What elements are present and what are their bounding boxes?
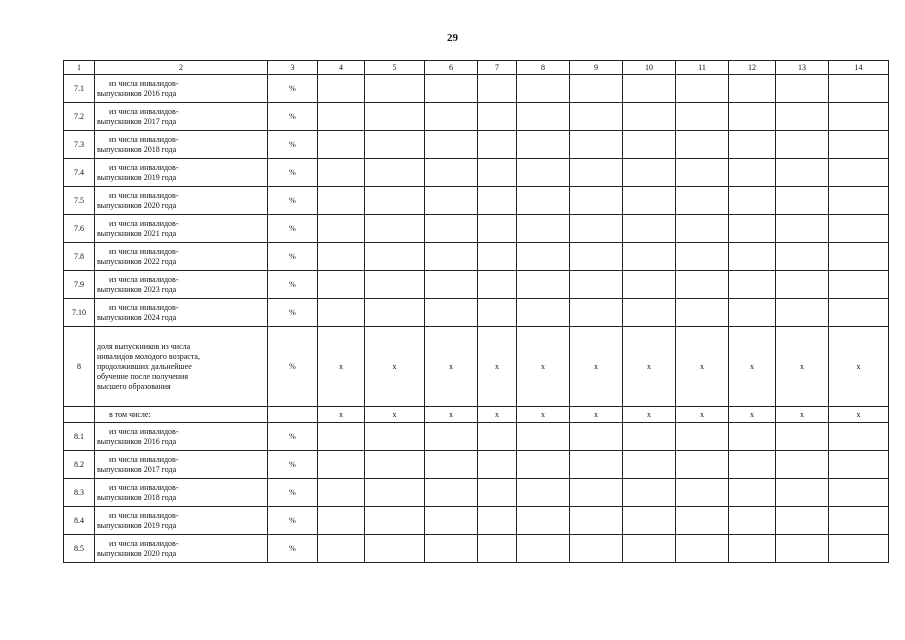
row-label-line1: из числа инвалидов-: [109, 482, 179, 492]
empty-cell: [776, 187, 829, 215]
row-label-line: доля выпускников из числа: [97, 341, 191, 351]
empty-cell: [729, 423, 776, 451]
row-unit: %: [268, 103, 318, 131]
empty-cell: [318, 535, 365, 563]
empty-cell: [829, 131, 889, 159]
empty-cell: [365, 451, 425, 479]
empty-cell: [676, 187, 729, 215]
empty-cell: [776, 299, 829, 327]
empty-cell: [623, 423, 676, 451]
empty-cell: [478, 299, 517, 327]
empty-cell: [517, 215, 570, 243]
empty-cell: [570, 131, 623, 159]
empty-cell: [776, 159, 829, 187]
empty-cell: [729, 75, 776, 103]
empty-cell: [425, 535, 478, 563]
empty-cell: [623, 479, 676, 507]
row-label-line1: из числа инвалидов-: [109, 246, 179, 256]
empty-cell: [517, 479, 570, 507]
na-cell: x: [729, 407, 776, 423]
empty-cell: [425, 215, 478, 243]
table-row: [64, 215, 889, 243]
empty-cell: [318, 299, 365, 327]
col-number-header: 8: [517, 61, 570, 75]
row-number: 8.1: [64, 423, 95, 451]
row-label-line2: выпускников 2017 года: [97, 116, 177, 126]
row-number: 7.4: [64, 159, 95, 187]
empty-cell: [478, 535, 517, 563]
col-number-header: 5: [365, 61, 425, 75]
table-row: [64, 479, 889, 507]
empty-cell: [729, 215, 776, 243]
row-label-line1: из числа инвалидов-: [109, 106, 179, 116]
row-number: 7.10: [64, 299, 95, 327]
empty-cell: [570, 243, 623, 271]
row-unit: %: [268, 243, 318, 271]
col-number-header: 11: [676, 61, 729, 75]
row-label-line: в том числе:: [109, 409, 151, 419]
empty-cell: [729, 535, 776, 563]
empty-cell: [829, 535, 889, 563]
empty-cell: [676, 423, 729, 451]
empty-cell: [425, 243, 478, 271]
col-number-header: 4: [318, 61, 365, 75]
row-label-line: продолживших дальнейшее: [97, 361, 192, 371]
empty-cell: [517, 535, 570, 563]
row-label: [95, 407, 268, 423]
col-number-header: 6: [425, 61, 478, 75]
empty-cell: [776, 507, 829, 535]
empty-cell: [268, 407, 318, 423]
empty-cell: [570, 271, 623, 299]
na-cell: x: [318, 407, 365, 423]
row-label-line2: выпускников 2019 года: [97, 172, 177, 182]
row-number: 8.3: [64, 479, 95, 507]
empty-cell: [365, 507, 425, 535]
empty-cell: [517, 187, 570, 215]
col-number-header: 9: [570, 61, 623, 75]
empty-cell: [517, 451, 570, 479]
row-number: 7.8: [64, 243, 95, 271]
empty-cell: [829, 423, 889, 451]
col-number-header: 14: [829, 61, 889, 75]
row-unit: %: [268, 423, 318, 451]
row-number: 7.6: [64, 215, 95, 243]
row-unit: %: [268, 479, 318, 507]
row-label: [95, 187, 268, 215]
row-number: 7.3: [64, 131, 95, 159]
table-row: [64, 159, 889, 187]
row-label: [95, 423, 268, 451]
empty-cell: [318, 215, 365, 243]
col-number-header: 1: [64, 61, 95, 75]
empty-cell: [425, 271, 478, 299]
row-label: [95, 327, 268, 407]
empty-cell: [676, 103, 729, 131]
empty-cell: [425, 159, 478, 187]
row-label-line2: выпускников 2022 года: [97, 256, 177, 266]
row-label-line1: из числа инвалидов-: [109, 218, 179, 228]
row-number: 8.2: [64, 451, 95, 479]
row-label-line2: выпускников 2020 года: [97, 548, 177, 558]
table-row: [64, 507, 889, 535]
empty-cell: [318, 187, 365, 215]
empty-cell: [676, 271, 729, 299]
col-number-header: 2: [95, 61, 268, 75]
empty-cell: [676, 159, 729, 187]
empty-cell: [478, 131, 517, 159]
empty-cell: [517, 131, 570, 159]
row-label-line1: из числа инвалидов-: [109, 426, 179, 436]
empty-cell: [365, 159, 425, 187]
empty-cell: [623, 271, 676, 299]
na-cell: x: [729, 327, 776, 407]
col-number-header: 3: [268, 61, 318, 75]
row-label-line: инвалидов молодого возраста,: [97, 351, 200, 361]
empty-cell: [776, 75, 829, 103]
empty-cell: [365, 271, 425, 299]
empty-cell: [318, 159, 365, 187]
table-row: [64, 451, 889, 479]
na-cell: x: [623, 407, 676, 423]
row-label-line1: из числа инвалидов-: [109, 454, 179, 464]
na-cell: x: [318, 327, 365, 407]
empty-cell: [570, 507, 623, 535]
row-label-line1: из числа инвалидов-: [109, 78, 179, 88]
empty-cell: [623, 243, 676, 271]
empty-cell: [570, 479, 623, 507]
empty-cell: [776, 271, 829, 299]
row-unit: %: [268, 299, 318, 327]
empty-cell: [829, 299, 889, 327]
row-label-line1: из числа инвалидов-: [109, 162, 179, 172]
empty-cell: [623, 103, 676, 131]
empty-cell: [676, 75, 729, 103]
empty-cell: [829, 75, 889, 103]
row-unit: %: [268, 159, 318, 187]
empty-cell: [365, 215, 425, 243]
row-label-line2: выпускников 2019 года: [97, 520, 177, 530]
table-row: [64, 243, 889, 271]
empty-cell: [776, 103, 829, 131]
row-label: [95, 299, 268, 327]
col-number-header: 12: [729, 61, 776, 75]
na-cell: x: [365, 407, 425, 423]
row-number: 7.9: [64, 271, 95, 299]
empty-cell: [570, 423, 623, 451]
empty-cell: [478, 479, 517, 507]
na-cell: x: [570, 407, 623, 423]
empty-cell: [425, 507, 478, 535]
table-row: [64, 131, 889, 159]
empty-cell: [623, 507, 676, 535]
empty-cell: [517, 271, 570, 299]
na-cell: x: [676, 407, 729, 423]
empty-cell: [318, 75, 365, 103]
row-label-line2: выпускников 2017 года: [97, 464, 177, 474]
empty-cell: [623, 131, 676, 159]
empty-cell: [623, 451, 676, 479]
empty-cell: [318, 103, 365, 131]
na-cell: x: [517, 407, 570, 423]
empty-cell: [365, 423, 425, 451]
empty-cell: [318, 423, 365, 451]
row-unit: %: [268, 187, 318, 215]
row-label-line2: выпускников 2018 года: [97, 144, 177, 154]
empty-cell: [676, 507, 729, 535]
empty-cell: [425, 423, 478, 451]
row-number: 7.5: [64, 187, 95, 215]
empty-cell: [729, 103, 776, 131]
row-label: [95, 479, 268, 507]
row-label-line2: выпускников 2023 года: [97, 284, 177, 294]
empty-cell: [829, 507, 889, 535]
table-row: [64, 407, 889, 423]
empty-cell: [318, 131, 365, 159]
row-number: 8.4: [64, 507, 95, 535]
na-cell: x: [478, 327, 517, 407]
empty-cell: [478, 103, 517, 131]
row-label-line1: из числа инвалидов-: [109, 538, 179, 548]
empty-cell: [517, 159, 570, 187]
row-label: [95, 215, 268, 243]
row-label-line2: выпускников 2016 года: [97, 88, 177, 98]
empty-cell: [517, 423, 570, 451]
empty-cell: [478, 423, 517, 451]
empty-cell: [478, 187, 517, 215]
row-label-line1: из числа инвалидов-: [109, 190, 179, 200]
na-cell: x: [425, 407, 478, 423]
empty-cell: [729, 187, 776, 215]
empty-cell: [829, 479, 889, 507]
table-row: [64, 187, 889, 215]
empty-cell: [623, 159, 676, 187]
na-cell: x: [570, 327, 623, 407]
row-label: [95, 159, 268, 187]
empty-cell: [318, 271, 365, 299]
row-label-line2: выпускников 2024 года: [97, 312, 177, 322]
row-unit: %: [268, 75, 318, 103]
row-label: [95, 131, 268, 159]
na-cell: x: [829, 407, 889, 423]
na-cell: x: [365, 327, 425, 407]
empty-cell: [570, 299, 623, 327]
empty-cell: [829, 451, 889, 479]
empty-cell: [570, 215, 623, 243]
empty-cell: [478, 75, 517, 103]
empty-cell: [365, 299, 425, 327]
table-row: [64, 271, 889, 299]
empty-cell: [478, 507, 517, 535]
row-label-line1: из числа инвалидов-: [109, 302, 179, 312]
na-cell: x: [776, 327, 829, 407]
empty-cell: [729, 159, 776, 187]
empty-cell: [729, 243, 776, 271]
na-cell: x: [776, 407, 829, 423]
row-unit: %: [268, 131, 318, 159]
row-label-line1: из числа инвалидов-: [109, 274, 179, 284]
empty-cell: [570, 75, 623, 103]
empty-cell: [676, 479, 729, 507]
col-number-header: 7: [478, 61, 517, 75]
empty-cell: [623, 535, 676, 563]
empty-cell: [829, 159, 889, 187]
table-row: [64, 535, 889, 563]
empty-cell: [729, 507, 776, 535]
empty-cell: [425, 451, 478, 479]
empty-cell: [318, 243, 365, 271]
empty-cell: [425, 75, 478, 103]
empty-cell: [478, 215, 517, 243]
empty-cell: [776, 131, 829, 159]
empty-cell: [318, 479, 365, 507]
row-label: [95, 243, 268, 271]
row-label: [95, 451, 268, 479]
row-label: [95, 271, 268, 299]
empty-cell: [676, 215, 729, 243]
empty-cell: [517, 299, 570, 327]
empty-cell: [425, 187, 478, 215]
row-number: 7.2: [64, 103, 95, 131]
empty-cell: [829, 243, 889, 271]
table-row: [64, 299, 889, 327]
row-unit: %: [268, 451, 318, 479]
empty-cell: [623, 215, 676, 243]
empty-cell: [425, 479, 478, 507]
row-label-line2: выпускников 2018 года: [97, 492, 177, 502]
row-label-line2: выпускников 2021 года: [97, 228, 177, 238]
row-unit: %: [268, 215, 318, 243]
empty-cell: [517, 243, 570, 271]
empty-cell: [829, 103, 889, 131]
empty-cell: [365, 131, 425, 159]
col-number-header: 13: [776, 61, 829, 75]
empty-cell: [570, 159, 623, 187]
empty-cell: [829, 215, 889, 243]
empty-cell: [623, 187, 676, 215]
empty-cell: [365, 535, 425, 563]
row-number: 8.5: [64, 535, 95, 563]
empty-cell: [570, 535, 623, 563]
empty-cell: [365, 187, 425, 215]
empty-cell: [776, 215, 829, 243]
empty-cell: [623, 299, 676, 327]
na-cell: x: [623, 327, 676, 407]
row-label-line2: выпускников 2016 года: [97, 436, 177, 446]
col-number-header: 10: [623, 61, 676, 75]
na-cell: x: [829, 327, 889, 407]
empty-cell: [676, 299, 729, 327]
row-number: 7.1: [64, 75, 95, 103]
empty-cell: [570, 103, 623, 131]
empty-cell: [829, 187, 889, 215]
empty-cell: [729, 479, 776, 507]
empty-cell: [318, 451, 365, 479]
empty-cell: [517, 75, 570, 103]
empty-cell: [570, 187, 623, 215]
empty-cell: [365, 479, 425, 507]
row-label-line1: из числа инвалидов-: [109, 134, 179, 144]
empty-cell: [676, 451, 729, 479]
empty-cell: [64, 407, 95, 423]
empty-cell: [729, 271, 776, 299]
row-label: [95, 507, 268, 535]
empty-cell: [676, 535, 729, 563]
na-cell: x: [517, 327, 570, 407]
empty-cell: [676, 131, 729, 159]
na-cell: x: [676, 327, 729, 407]
row-unit: %: [268, 507, 318, 535]
empty-cell: [478, 243, 517, 271]
empty-cell: [729, 131, 776, 159]
empty-cell: [318, 507, 365, 535]
table-row: [64, 423, 889, 451]
empty-cell: [425, 103, 478, 131]
empty-cell: [478, 451, 517, 479]
na-cell: x: [425, 327, 478, 407]
empty-cell: [776, 243, 829, 271]
page-number: 29: [447, 32, 458, 44]
empty-cell: [676, 243, 729, 271]
empty-cell: [776, 423, 829, 451]
row-label: [95, 535, 268, 563]
row-unit: %: [268, 271, 318, 299]
empty-cell: [517, 103, 570, 131]
data-table: [63, 60, 889, 563]
empty-cell: [776, 479, 829, 507]
table-row: [64, 327, 889, 407]
empty-cell: [570, 451, 623, 479]
empty-cell: [729, 299, 776, 327]
row-label-line1: из числа инвалидов-: [109, 510, 179, 520]
empty-cell: [776, 535, 829, 563]
empty-cell: [623, 75, 676, 103]
empty-cell: [365, 75, 425, 103]
empty-cell: [478, 271, 517, 299]
empty-cell: [478, 159, 517, 187]
empty-cell: [365, 103, 425, 131]
row-label-line: обучение после получения: [97, 371, 189, 381]
row-label-line: высшего образования: [97, 381, 171, 391]
row-label: [95, 103, 268, 131]
empty-cell: [425, 131, 478, 159]
empty-cell: [829, 271, 889, 299]
empty-cell: [425, 299, 478, 327]
empty-cell: [517, 507, 570, 535]
empty-cell: [365, 243, 425, 271]
empty-cell: [776, 451, 829, 479]
row-unit: %: [268, 327, 318, 407]
row-unit: %: [268, 535, 318, 563]
empty-cell: [729, 451, 776, 479]
table-row: [64, 103, 889, 131]
row-label: [95, 75, 268, 103]
column-number-row: [64, 61, 889, 75]
table-row: [64, 75, 889, 103]
row-label-line2: выпускников 2020 года: [97, 200, 177, 210]
row-number: 8: [64, 327, 95, 407]
na-cell: x: [478, 407, 517, 423]
